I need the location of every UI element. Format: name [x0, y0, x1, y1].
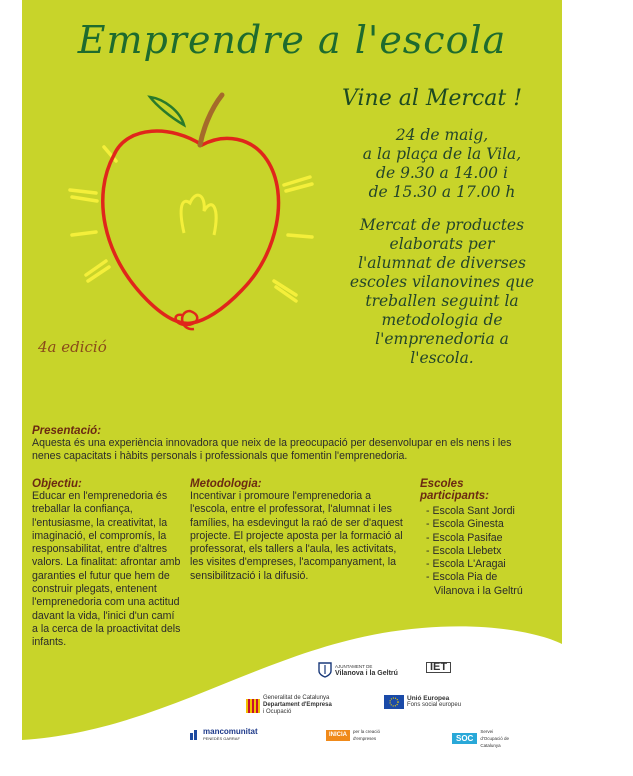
market-line: escoles vilanovines que [349, 273, 535, 291]
metodologia-section [190, 478, 410, 583]
inicia-mark: INICIA [326, 730, 350, 741]
inicia-logo [326, 728, 387, 742]
escoles-list [420, 505, 560, 598]
senyera-icon [246, 699, 260, 713]
escola-item: - Escola Ginesta [426, 518, 504, 531]
escola-item: - Escola L'Aragai [426, 558, 506, 571]
event-details [322, 126, 562, 202]
crest-icon [318, 662, 332, 678]
invite-heading: Vine al Mercat ! [342, 86, 523, 111]
ajuntament-logo [318, 662, 398, 678]
mancomunitat-logo [190, 728, 258, 742]
escola-item: Vilanova i la Geltrú [434, 584, 523, 597]
soc-sub: Servei d'Ocupació de Catalunya [480, 729, 509, 748]
soc-mark: SOC [452, 733, 477, 744]
market-line: treballen seguint la [365, 292, 519, 310]
presentacio-label: Presentació: [32, 425, 102, 437]
event-line: a la plaça de la Vila, [362, 145, 522, 163]
generalitat-line3: i Ocupació [263, 709, 292, 715]
apple-outline [103, 131, 279, 323]
market-line: elaborats per [389, 235, 495, 253]
presentacio-text: Aquesta és una experiència innovadora que neix de la preocupació per desenvolupar en els nens i les nenes capacitats i hàbits personals i professionals que fomentin l'emprenedoria. [32, 437, 512, 463]
market-description [322, 216, 562, 368]
escoles-section [420, 478, 560, 598]
mancomunitat-mark-icon [190, 730, 200, 740]
eu-flag-icon [384, 695, 404, 709]
apple-bottom-scribble [176, 311, 198, 329]
objectiu-text: Educar en l'emprenedoria és treballar la confiança, l'entusiasme, la creativitat, la imaginació, el compromís, la responsabilitat, entre d'altres valors. La finalitat: afrontar amb garanties el futur que hem de construir plegats, entenent l'emprenedoria com una actitud davant la vida, l'inici d'un camí a la cerca de la proactivitat dels infants. [32, 490, 181, 649]
ajuntament-line2: Vilanova i la Geltrú [335, 670, 398, 677]
market-line: l'alumnat de diverses [358, 254, 526, 272]
mancomunitat-name: mancomunitat [203, 727, 258, 736]
iet-logo [426, 662, 451, 673]
apple-illustration [52, 85, 322, 355]
ue-line2: Fons social europeu [407, 702, 462, 708]
event-line: de 9.30 a 14.00 i [376, 164, 508, 182]
escoles-label: Escoles [420, 478, 464, 490]
poster-title: Emprendre a l'escola [77, 18, 507, 62]
soc-logo [452, 728, 516, 749]
generalitat-line1: Generalitat de Catalunya [263, 695, 330, 701]
ue-logo [384, 695, 461, 709]
generalitat-logo [246, 695, 332, 716]
ue-line1: Unió Europea [407, 695, 450, 702]
metodologia-text: Incentivar i promoure l'emprenedoria a l'escola, entre el professorat, l'alumnat i les famílies, ha esdevingut la raó de ser d'aquest projecte. El projecte aposta per la formació al professorat, els tallers a l'aula, les activitats, les visites d'empreses, l'acompanyament, la sensibilització i la difusió. [190, 490, 403, 582]
metodologia-label: Metodologia: [190, 478, 262, 490]
escola-item: - Escola Pia de [426, 571, 498, 584]
escola-item: - Escola Llebetx [426, 544, 502, 557]
escoles-label: participants: [420, 490, 490, 502]
market-line: Mercat de productes [359, 216, 525, 234]
objectiu-label: Objectiu: [32, 478, 82, 490]
event-line: de 15.30 a 17.00 h [368, 183, 516, 201]
iet-mark: IET [426, 662, 451, 673]
event-line: 24 de maig, [395, 126, 489, 144]
market-line: l'escola. [410, 349, 474, 367]
escola-item: - Escola Sant Jordi [426, 505, 515, 517]
apple-leaf [150, 97, 184, 125]
ajuntament-line1: AJUNTAMENT DE [335, 664, 373, 669]
poster [22, 0, 562, 776]
presentacio-section [32, 425, 522, 464]
footer-wave [22, 600, 562, 776]
apple-core [181, 195, 216, 235]
inicia-sub: per la creació d'empreses [353, 729, 381, 741]
generalitat-line2: Departament d'Empresa [263, 702, 332, 708]
mancomunitat-sub: PENEDÈS GARRAF [203, 736, 240, 741]
edition-label: 4a edició [38, 338, 107, 356]
market-line: l'emprenedoria a [375, 330, 509, 348]
escola-item: - Escola Pasifae [426, 531, 503, 544]
market-line: metodologia de [381, 311, 503, 329]
